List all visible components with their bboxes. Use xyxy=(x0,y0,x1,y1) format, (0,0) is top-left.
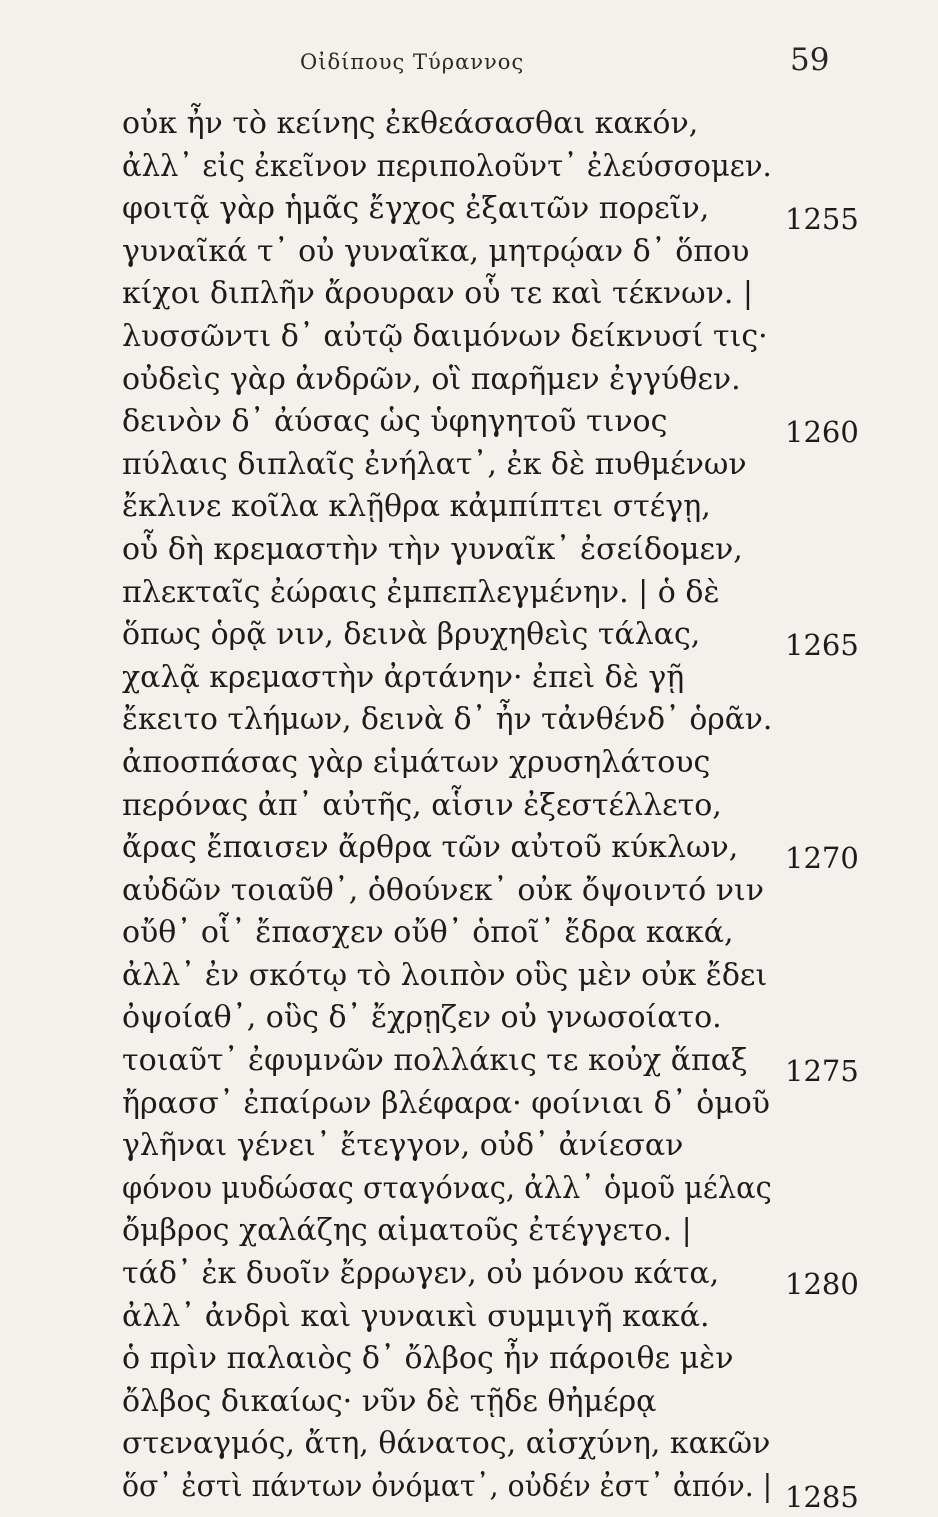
verse-line xyxy=(0,700,938,743)
line-number: 1255 xyxy=(785,202,859,237)
verse-text: οὐδεὶς γὰρ ἀνδρῶν, οἳ παρῆμεν ἐγγύθεν. xyxy=(122,361,741,397)
verse-text: ὅσ᾽ ἐστὶ πάντων ὀνόματ᾽, οὐδέν ἐστ᾽ ἀπόν. | xyxy=(122,1469,773,1504)
running-head xyxy=(0,42,938,82)
verse-line xyxy=(0,530,938,573)
verse-text: πλεκταῖς ἐώραις ἐμπεπλεγμένην. | ὁ δὲ xyxy=(122,574,720,610)
verse-line xyxy=(0,445,938,488)
verse-line xyxy=(0,104,938,147)
verse-line xyxy=(0,913,938,956)
verse-text: κίχοι διπλῆν ἄρουραν οὗ τε καὶ τέκνων. | xyxy=(122,276,754,312)
verse-line xyxy=(0,1424,938,1467)
verse-line xyxy=(0,743,938,786)
verse-line xyxy=(0,828,938,876)
verse-line xyxy=(0,274,938,317)
verse-text: ὄλβος δικαίως· νῦν δὲ τῇδε θἠμέρᾳ xyxy=(122,1383,657,1419)
verse-line xyxy=(0,147,938,190)
verse-line xyxy=(0,317,938,360)
verse-text: λυσσῶντι δ᾽ αὐτῷ δαιμόνων δείκνυσί τις· xyxy=(122,318,768,354)
line-number: 1275 xyxy=(785,1054,859,1089)
verse-text: ὀψοίαθ᾽, οὓς δ᾽ ἔχρῃζεν οὐ γνωσοίατο. xyxy=(122,1000,722,1036)
verse-line xyxy=(0,402,938,450)
verse-text: ἀλλ᾽ ἀνδρὶ καὶ γυναικὶ συμμιγῆ κακά. xyxy=(122,1298,710,1334)
verse-text: οὗ δὴ κρεμαστὴν τὴν γυναῖκ᾽ ἐσείδομεν, xyxy=(122,531,743,567)
page-number: 59 xyxy=(790,42,830,78)
verse-line xyxy=(0,1084,938,1127)
verse-text: ἤρασσ᾽ ἐπαίρων βλέφαρα· φοίνιαι δ᾽ ὁμοῦ xyxy=(122,1085,771,1121)
verse-text: ἀλλ᾽ ἐν σκότῳ τὸ λοιπὸν οὓς μὲν οὐκ ἔδει xyxy=(122,957,768,993)
verse-text: γλῆναι γένει᾽ ἔτεγγον, οὐδ᾽ ἀνίεσαν xyxy=(122,1128,684,1164)
verse-line xyxy=(0,786,938,829)
verse-text: ὅπως ὁρᾷ νιν, δεινὰ βρυχηθεὶς τάλας, xyxy=(122,617,701,653)
verse-text: χαλᾷ κρεμαστὴν ἀρτάνην· ἐπεὶ δὲ γῇ xyxy=(122,659,685,695)
verse-line xyxy=(0,998,938,1041)
verse-text: τάδ᾽ ἐκ δυοῖν ἔρρωγεν, οὐ μόνου κάτα, xyxy=(122,1256,720,1292)
verse-text: τοιαῦτ᾽ ἐφυμνῶν πολλάκις τε κοὐχ ἅπαξ xyxy=(122,1043,748,1079)
verse-text: οὐκ ἦν τὸ κείνης ἐκθεάσασθαι κακόν, xyxy=(122,106,699,141)
verse-line xyxy=(0,1169,938,1212)
verse-line xyxy=(0,1211,938,1254)
verse-text: φόνου μυδώσας σταγόνας, ἀλλ᾽ ὁμοῦ μέλας xyxy=(122,1170,772,1206)
verse-text: οὔθ᾽ οἷ᾽ ἔπασχεν οὔθ᾽ ὁποῖ᾽ ἔδρα κακά, xyxy=(122,915,734,951)
verse-text: στεναγμός, ἄτη, θάνατος, αἰσχύνη, κακῶν xyxy=(122,1426,771,1462)
verse-text: περόνας ἀπ᾽ αὐτῆς, αἷσιν ἐξεστέλλετο, xyxy=(122,787,722,823)
verse-text: γυναῖκά τ᾽ οὐ γυναῖκα, μητρῴαν δ᾽ ὅπου xyxy=(122,233,750,269)
verse-line xyxy=(0,1339,938,1382)
line-number: 1270 xyxy=(785,841,859,876)
verse-line xyxy=(0,1467,938,1514)
verse-line xyxy=(0,487,938,530)
verse-text: ἔκλινε κοῖλα κλῇθρα κἀμπίπτει στέγῃ, xyxy=(122,489,711,525)
line-number: 1285 xyxy=(785,1480,859,1514)
verse-line xyxy=(0,658,938,701)
line-number: 1265 xyxy=(785,628,859,663)
verse-text: ὁ πρὶν παλαιὸς δ᾽ ὄλβος ἦν πάροιθε μὲν xyxy=(122,1341,734,1377)
verse-text: ἀποσπάσας γὰρ εἱμάτων χρυσηλάτους xyxy=(122,744,711,780)
line-number: 1280 xyxy=(785,1267,859,1302)
verse-text: ἄρας ἔπαισεν ἄρθρα τῶν αὐτοῦ κύκλων, xyxy=(122,830,739,866)
verse-line xyxy=(0,360,938,403)
verse-text: ἔκειτο τλήμων, δεινὰ δ᾽ ἦν τἀνθένδ᾽ ὁρᾶν. xyxy=(122,702,773,738)
verse-line xyxy=(0,615,938,663)
verse-line xyxy=(0,1126,938,1169)
verse-line xyxy=(0,871,938,914)
verse-line xyxy=(0,1297,938,1340)
verse-block xyxy=(0,104,938,1514)
verse-text: πύλαις διπλαῖς ἐνήλατ᾽, ἐκ δὲ πυθμένων xyxy=(122,446,747,482)
verse-line xyxy=(0,1382,938,1425)
verse-text: ἀλλ᾽ εἰς ἐκεῖνον περιπολοῦντ᾽ ἐλεύσσομεν. xyxy=(122,148,772,184)
verse-text: ὄμβρος χαλάζης αἱματοῦς ἐτέγγετο. | xyxy=(122,1213,692,1249)
line-number: 1260 xyxy=(785,415,859,450)
verse-line xyxy=(0,956,938,999)
verse-text: αὐδῶν τοιαῦθ᾽, ὁθούνεκ᾽ οὐκ ὄψοιντό νιν xyxy=(122,872,764,908)
verse-line xyxy=(0,232,938,275)
verse-line xyxy=(0,1041,938,1089)
verse-text: φοιτᾷ γὰρ ἡμᾶς ἔγχος ἐξαιτῶν πορεῖν, xyxy=(122,191,710,227)
running-title: Οἰδίπους Τύραννος xyxy=(300,50,525,74)
verse-text: δεινὸν δ᾽ ἀύσας ὡς ὑφηγητοῦ τινος xyxy=(122,404,668,440)
verse-line xyxy=(0,573,938,616)
verse-line xyxy=(0,189,938,237)
verse-line xyxy=(0,1254,938,1302)
